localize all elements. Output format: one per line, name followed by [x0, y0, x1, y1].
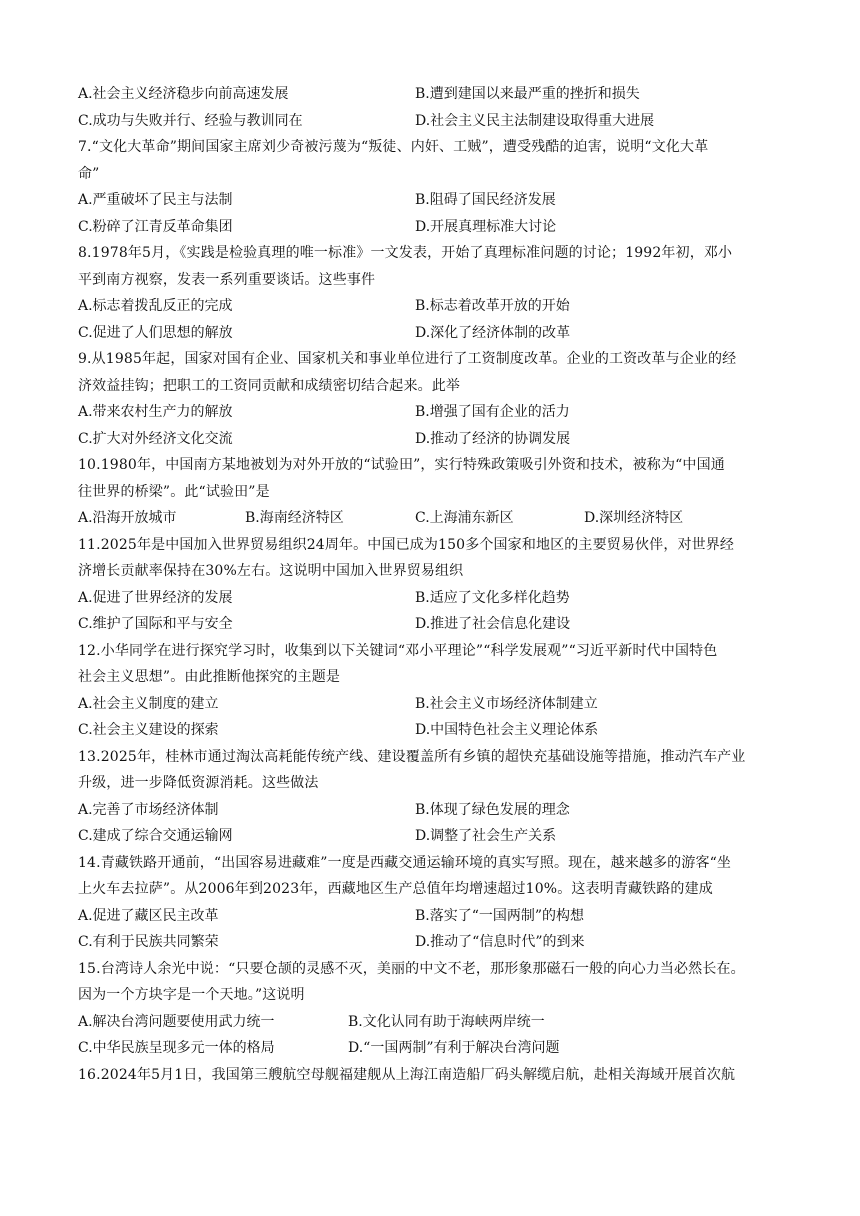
question-text: 7.“文化大革命”期间国家主席刘少奇被污蔑为“叛徒、内奸、工贼”，遭受残酷的迫害，说明“文化大革: [78, 139, 709, 155]
question-text: 14.青藏铁路开通前，“出国容易进藏难”一度是西藏交通运输环境的真实写照。现在，越来越多的游客“坐: [78, 855, 732, 871]
answer-option: B.增强了国有企业的活力: [415, 404, 570, 420]
answer-option: A.社会主义经济稳步向前高速发展: [78, 86, 289, 102]
question-text: 因为一个方块字是一个天地。”这说明: [78, 987, 305, 1003]
answer-option: C.建成了综合交通运输网: [78, 828, 233, 844]
answer-option: D.社会主义民主法制建设取得重大进展: [415, 113, 655, 129]
answer-option: B.标志着改革开放的开始: [415, 298, 570, 314]
answer-option: A.社会主义制度的建立: [78, 696, 219, 712]
answer-option: D.深化了经济体制的改革: [415, 325, 571, 341]
answer-option: B.海南经济特区: [245, 510, 344, 526]
answer-option: A.标志着拨乱反正的完成: [78, 298, 233, 314]
answer-option: D.调整了社会生产关系: [415, 828, 557, 844]
answer-option: C.社会主义建设的探索: [78, 722, 219, 738]
question-text: 13.2025年，桂林市通过淘汰高耗能传统产线、建设覆盖所有乡镇的超快充基础设施等措施，推动汽车产业: [78, 749, 746, 765]
question-text: 往世界的桥梁”。此“试验田”是: [78, 484, 270, 500]
answer-option: A.促进了世界经济的发展: [78, 590, 233, 606]
question-text: 社会主义思想”。由此推断他探究的主题是: [78, 669, 341, 685]
answer-option: A.解决台湾问题要使用武力统一: [78, 1014, 275, 1030]
answer-option: C.中华民族呈现多元一体的格局: [78, 1040, 275, 1056]
answer-option: D.推动了经济的协调发展: [415, 431, 571, 447]
question-text: 平到南方视察，发表一系列重要谈话。这些事件: [78, 272, 376, 288]
answer-option: B.落实了“一国两制”的构想: [415, 908, 585, 924]
answer-option: A.带来农村生产力的解放: [78, 404, 233, 420]
answer-option: D.开展真理标准大讨论: [415, 219, 557, 235]
answer-option: B.文化认同有助于海峡两岸统一: [348, 1014, 545, 1030]
answer-option: C.有利于民族共同繁荣: [78, 934, 219, 950]
question-text: 9.从1985年起，国家对国有企业、国家机关和事业单位进行了工资制度改革。企业的工资改革与企业的经: [78, 351, 737, 367]
answer-option: C.维护了国际和平与安全: [78, 616, 233, 632]
question-text: 10.1980年，中国南方某地被划为对外开放的“试验田”，实行特殊政策吸引外资和技术，被称为“中国通: [78, 457, 725, 473]
answer-option: A.严重破坏了民主与法制: [78, 192, 233, 208]
answer-option: B.适应了文化多样化趋势: [415, 590, 570, 606]
answer-option: A.促进了藏区民主改革: [78, 908, 219, 924]
answer-option: D.深圳经济特区: [584, 510, 684, 526]
question-text: 上火车去拉萨”。从2006年到2023年，西藏地区生产总值年均增速超过10%。这表明青藏铁路的建成: [78, 881, 713, 897]
question-text: 济效益挂钩；把职工的工资同贡献和成绩密切结合起来。此举: [78, 378, 461, 394]
answer-option: B.社会主义市场经济体制建立: [415, 696, 598, 712]
answer-option: B.遭到建国以来最严重的挫折和损失: [415, 86, 640, 102]
question-text: 济增长贡献率保持在30%左右。这说明中国加入世界贸易组织: [78, 563, 464, 579]
answer-option: D.中国特色社会主义理论体系: [415, 722, 599, 738]
answer-option: D.推进了社会信息化建设: [415, 616, 571, 632]
answer-option: D.推动了“信息时代”的到来: [415, 934, 585, 950]
answer-option: C.上海浦东新区: [415, 510, 514, 526]
question-text: 16.2024年5月1日，我国第三艘航空母舰福建舰从上海江南造船厂码头解缆启航，赴相关海域开展首次航: [78, 1067, 736, 1083]
answer-option: A.完善了市场经济体制: [78, 802, 219, 818]
answer-option: A.沿海开放城市: [78, 510, 177, 526]
question-text: 11.2025年是中国加入世界贸易组织24周年。中国已成为150多个国家和地区的主要贸易伙伴，对世界经: [78, 537, 735, 553]
answer-option: C.粉碎了江青反革命集团: [78, 219, 233, 235]
answer-option: B.阻碍了国民经济发展: [415, 192, 556, 208]
question-text: 命”: [78, 166, 100, 182]
answer-option: C.扩大对外经济文化交流: [78, 431, 233, 447]
answer-option: B.体现了绿色发展的理念: [415, 802, 570, 818]
answer-option: C.促进了人们思想的解放: [78, 325, 233, 341]
question-text: 15.台湾诗人余光中说：“只要仓颉的灵感不灭，美丽的中文不老，那形象那磁石一般的向心力当必然长在。: [78, 961, 745, 977]
answer-option: C.成功与失败并行、经验与教训同在: [78, 113, 303, 129]
question-text: 8.1978年5月，《实践是检验真理的唯一标准》一文发表，开始了真理标准问题的讨论；1992年初，邓小: [78, 245, 733, 261]
question-text: 升级，进一步降低资源消耗。这些做法: [78, 775, 319, 791]
question-text: 12.小华同学在进行探究学习时，收集到以下关键词“邓小平理论”“科学发展观”“习近平新时代中国特色: [78, 643, 718, 659]
answer-option: D.“一国两制”有利于解决台湾问题: [348, 1040, 560, 1056]
